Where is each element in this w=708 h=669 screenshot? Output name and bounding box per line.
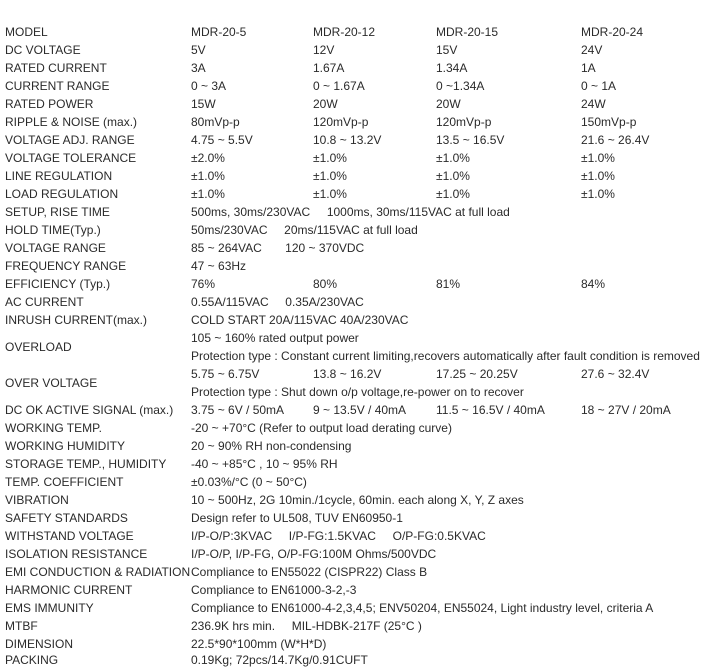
spec-label: DC OK ACTIVE SIGNAL (max.) [5, 403, 174, 417]
spec-row-harmonic-current [0, 581, 708, 599]
spec-value: 50ms/230VAC 20ms/115VAC at full load [191, 223, 418, 237]
spec-row-isolation-resistance [0, 545, 708, 563]
spec-value: 18 ~ 27V / 20mA [581, 403, 671, 417]
spec-value: ±1.0% [436, 169, 470, 183]
spec-value: 0.19Kg; 72pcs/14.7Kg/0.91CUFT [191, 653, 368, 667]
spec-value: 1A [581, 61, 596, 75]
spec-value: 0 ~1.34A [436, 79, 485, 93]
spec-row-load-regulation [0, 185, 708, 203]
spec-row-working-humidity [0, 437, 708, 455]
spec-row-setup-rise-time [0, 203, 708, 221]
spec-row-ripple-noise [0, 113, 708, 131]
spec-label: LOAD REGULATION [5, 187, 119, 201]
spec-value: Design refer to UL508, TUV EN60950-1 [191, 511, 403, 525]
spec-value: 21.6 ~ 26.4V [581, 133, 650, 147]
spec-value: 24W [581, 97, 606, 111]
spec-row-line-regulation [0, 167, 708, 185]
spec-row-mtbf [0, 617, 708, 635]
spec-value: ±1.0% [313, 169, 347, 183]
spec-value: 15W [191, 97, 216, 111]
spec-value: 20 ~ 90% RH non-condensing [191, 439, 352, 453]
spec-value: 22.5*90*100mm (W*H*D) [191, 637, 327, 651]
spec-value: ±1.0% [436, 151, 470, 165]
spec-value: 24V [581, 43, 603, 57]
spec-label: EMS IMMUNITY [5, 601, 94, 615]
spec-value: 1.34A [436, 61, 468, 75]
spec-label: RATED CURRENT [5, 61, 107, 75]
spec-label: TEMP. COEFFICIENT [5, 475, 124, 489]
column-header: MDR-20-15 [436, 25, 499, 39]
spec-value: 0.55A/115VAC 0.35A/230VAC [191, 295, 364, 309]
spec-row-current-range [0, 77, 708, 95]
spec-value: ±1.0% [313, 151, 347, 165]
spec-row-dc-ok-signal [0, 401, 708, 419]
spec-value: 3A [191, 61, 206, 75]
spec-label: ISOLATION RESISTANCE [5, 547, 148, 561]
spec-row-rated-power [0, 95, 708, 113]
spec-label: INRUSH CURRENT(max.) [5, 313, 147, 327]
spec-value: ±2.0% [191, 151, 225, 165]
spec-label: PACKING [5, 653, 59, 667]
spec-value: -20 ~ +70°C (Refer to output load derating curve) [191, 421, 452, 435]
spec-label: VOLTAGE ADJ. RANGE [5, 133, 135, 147]
spec-value: 120mVp-p [313, 115, 369, 129]
spec-row-packing [0, 651, 708, 669]
spec-value: 0 ~ 3A [191, 79, 227, 93]
spec-value: I/P-O/P, I/P-FG, O/P-FG:100M Ohms/500VDC [191, 547, 437, 561]
spec-value: 0 ~ 1.67A [313, 79, 365, 93]
spec-row-frequency-range [0, 257, 708, 275]
spec-value: ±1.0% [581, 151, 615, 165]
spec-label: VOLTAGE TOLERANCE [5, 151, 137, 165]
spec-label: OVERLOAD [5, 340, 72, 354]
spec-value: 10.8 ~ 13.2V [313, 133, 382, 147]
spec-value: ±1.0% [191, 187, 225, 201]
spec-value: COLD START 20A/115VAC 40A/230VAC [191, 313, 409, 327]
spec-label: RIPPLE & NOISE (max.) [5, 115, 138, 129]
spec-label: LINE REGULATION [5, 169, 113, 183]
spec-value: 3.75 ~ 6V / 50mA [191, 403, 285, 417]
spec-label: MTBF [5, 619, 38, 633]
spec-value: Protection type : Shut down o/p voltage,re-power on to recover [191, 385, 524, 399]
spec-row-dc-voltage [0, 41, 708, 59]
spec-value: 15V [436, 43, 458, 57]
spec-row-voltage-adj-range [0, 131, 708, 149]
spec-value: Compliance to EN61000-4-2,3,4,5; ENV50204, EN55024, Light industry level, criteria A [191, 601, 654, 615]
spec-row-voltage-range [0, 239, 708, 257]
spec-value: 27.6 ~ 32.4V [581, 367, 650, 381]
spec-value: Compliance to EN55022 (CISPR22) Class B [191, 565, 428, 579]
spec-value: I/P-O/P:3KVAC I/P-FG:1.5KVAC O/P-FG:0.5KVAC [191, 529, 486, 543]
spec-label: VIBRATION [5, 493, 69, 507]
spec-value: 20W [313, 97, 338, 111]
spec-value: ±1.0% [313, 187, 347, 201]
spec-value: 84% [581, 277, 606, 291]
spec-row-vibration [0, 491, 708, 509]
spec-row-safety-standards [0, 509, 708, 527]
spec-row-storage-temp [0, 455, 708, 473]
spec-value: 76% [191, 277, 216, 291]
spec-value: 11.5 ~ 16.5V / 40mA [436, 403, 545, 417]
spec-label: WORKING HUMIDITY [5, 439, 125, 453]
spec-row-inrush-current [0, 311, 708, 329]
spec-value: ±1.0% [436, 187, 470, 201]
spec-value: 5.75 ~ 6.75V [191, 367, 260, 381]
spec-row-ac-current [0, 293, 708, 311]
spec-value: 0 ~ 1A [581, 79, 617, 93]
spec-value: 9 ~ 13.5V / 40mA [313, 403, 407, 417]
spec-value: 20W [436, 97, 461, 111]
spec-label: FREQUENCY RANGE [5, 259, 127, 273]
spec-label: DIMENSION [5, 637, 74, 651]
spec-row-emi [0, 563, 708, 581]
spec-value: 85 ~ 264VAC 120 ~ 370VDC [191, 241, 365, 255]
spec-label: HOLD TIME(Typ.) [5, 223, 101, 237]
spec-value: 81% [436, 277, 461, 291]
spec-label: WITHSTAND VOLTAGE [5, 529, 134, 543]
spec-row-working-temp [0, 419, 708, 437]
spec-row-ems-immunity [0, 599, 708, 617]
spec-value: 120mVp-p [436, 115, 492, 129]
spec-value: ±1.0% [581, 187, 615, 201]
spec-value: 105 ~ 160% rated output power [191, 331, 359, 345]
spec-value: Protection type : Constant current limiting,recovers automatically after fault condition is removed [191, 349, 700, 363]
spec-label: MODEL [5, 25, 48, 39]
spec-row-model [0, 23, 708, 41]
column-header: MDR-20-24 [581, 25, 644, 39]
spec-label: EMI CONDUCTION & RADIATION [5, 565, 191, 579]
spec-label: SAFETY STANDARDS [5, 511, 128, 525]
spec-row-overload [0, 329, 708, 365]
spec-label: STORAGE TEMP., HUMIDITY [5, 457, 167, 471]
spec-value: ±1.0% [191, 169, 225, 183]
spec-row-hold-time [0, 221, 708, 239]
spec-label: OVER VOLTAGE [5, 376, 98, 390]
spec-value: 80% [313, 277, 338, 291]
spec-value: ±1.0% [581, 169, 615, 183]
spec-value: 17.25 ~ 20.25V [436, 367, 518, 381]
spec-value: 5V [191, 43, 206, 57]
spec-value: 47 ~ 63Hz [191, 259, 247, 273]
spec-row-rated-current [0, 59, 708, 77]
spec-row-temp-coefficient [0, 473, 708, 491]
spec-value: 500ms, 30ms/230VAC 1000ms, 30ms/115VAC at full load [191, 205, 510, 219]
spec-label: CURRENT RANGE [5, 79, 110, 93]
spec-value: 10 ~ 500Hz, 2G 10min./1cycle, 60min. each along X, Y, Z axes [191, 493, 524, 507]
spec-row-withstand-voltage [0, 527, 708, 545]
spec-value: 236.9K hrs min. MIL-HDBK-217F (25°C ) [191, 619, 422, 633]
spec-label: WORKING TEMP. [5, 421, 102, 435]
spec-value: Compliance to EN61000-3-2,-3 [191, 583, 357, 597]
spec-value: 4.75 ~ 5.5V [191, 133, 253, 147]
spec-value: -40 ~ +85°C , 10 ~ 95% RH [191, 457, 338, 471]
spec-label: HARMONIC CURRENT [5, 583, 133, 597]
spec-value: 1.67A [313, 61, 345, 75]
spec-value: 80mVp-p [191, 115, 240, 129]
spec-label: SETUP, RISE TIME [5, 205, 110, 219]
spec-value: ±0.03%/°C (0 ~ 50°C) [191, 475, 307, 489]
spec-row-voltage-tolerance [0, 149, 708, 167]
spec-label: VOLTAGE RANGE [5, 241, 106, 255]
column-header: MDR-20-12 [313, 25, 376, 39]
spec-label: RATED POWER [5, 97, 94, 111]
spec-label: EFFICIENCY (Typ.) [5, 277, 111, 291]
spec-value: 12V [313, 43, 335, 57]
column-header: MDR-20-5 [191, 25, 247, 39]
spec-row-over-voltage [0, 365, 708, 401]
spec-label: DC VOLTAGE [5, 43, 81, 57]
spec-value: 13.8 ~ 16.2V [313, 367, 382, 381]
spec-row-efficiency [0, 275, 708, 293]
spec-label: AC CURRENT [5, 295, 84, 309]
spec-value: 150mVp-p [581, 115, 637, 129]
spec-value: 13.5 ~ 16.5V [436, 133, 505, 147]
